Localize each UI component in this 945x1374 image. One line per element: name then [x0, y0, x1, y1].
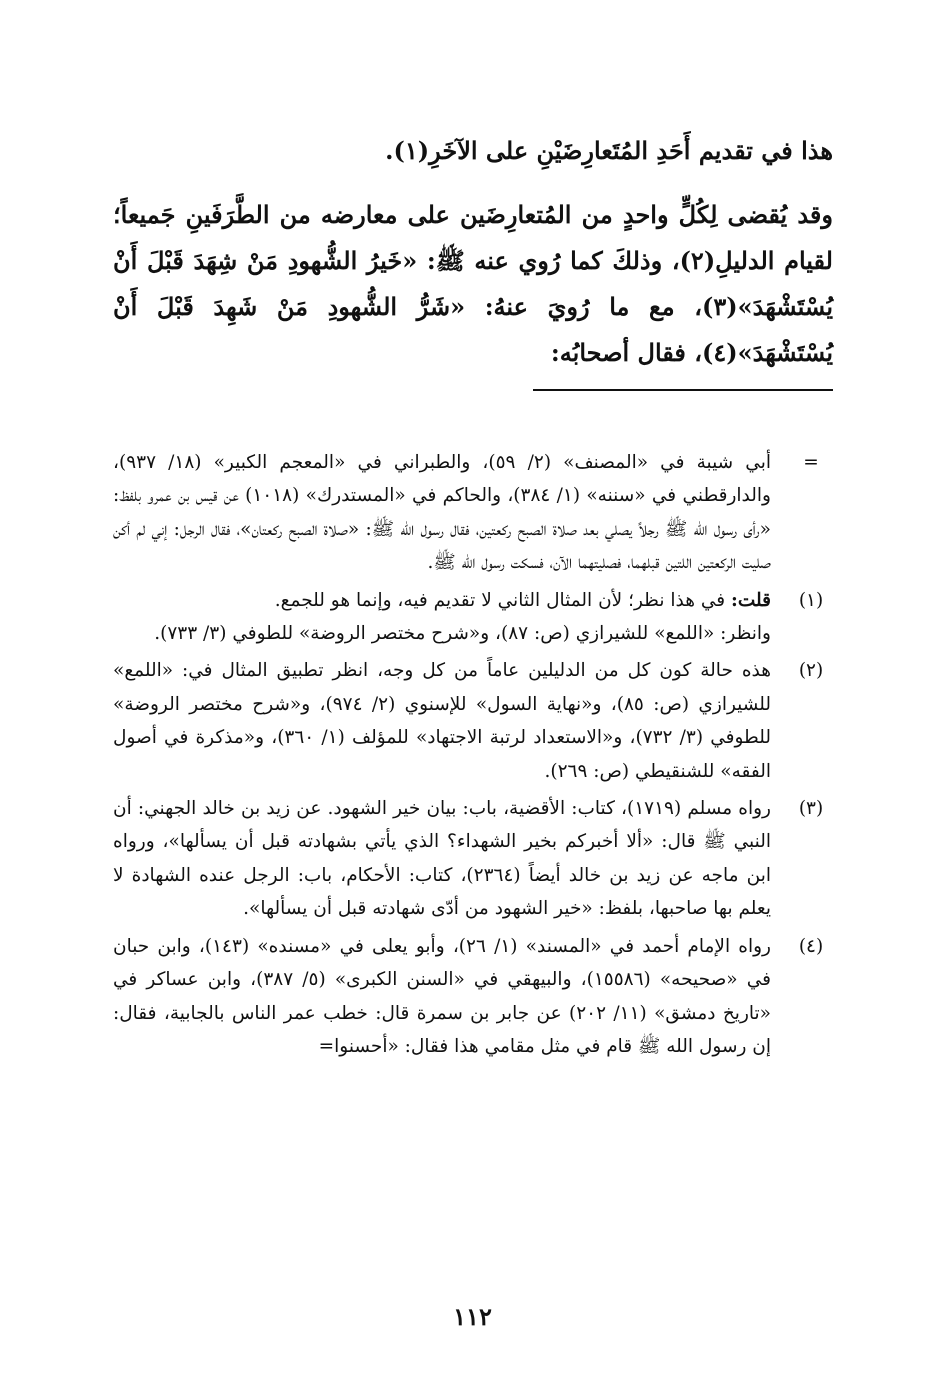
- footnote-continued: [113, 446, 833, 580]
- footnote-line: وانظر: «اللمع» للشيرازي (ص: ٨٧)، و«شرح مختصر الروضة» للطوفي (٣/ ٧٣٣).: [154, 623, 771, 645]
- footnote-marker: =: [803, 452, 819, 473]
- main-paragraph-2: وقد يُقضى لِكُلٍّ واحدٍ من المُتعارِضَين على معارضه من الطَّرَفَينِ جَميعاً؛ لقيام الدليلِ(٢)، وذلكَ كما رُوي عنه ﷺ: «خَيرُ الشُّهودِ مَنْ شِهَدَ قَبْلَ أَنْ يُسْتَشْهَدَ»(٣)، مع ما رُويَ عنهُ: «شَرُّ الشُّهودِ مَنْ شَهِدَ قَبْلَ أَنْ يُسْتَشْهَدَ»(٤)، فقال أصحابُه:: [113, 200, 833, 367]
- footnote-2: [113, 654, 833, 788]
- footnote-4: [113, 930, 833, 1064]
- footnote-text: هذه حالة كون كل من الدليلين عاماً من كل وجه، انظر تطبيق المثال في: «اللمع» للشيرازي (ص: ٨٥)، و«نهاية السول» للإسنوي (٢/ ٩٧٤)، و«شرح مختصر الروضة» للطوفي (٣/ ٧٣٢)، و«الاستعداد لرتبة الاجتهاد» للمؤلف (١/ ٣٦٠)، و«مذكرة في أصول الفقه» للشنقيطي (ص: ٢٦٩).: [113, 660, 772, 782]
- footnote-number: (٢): [798, 660, 824, 682]
- footnotes: [113, 446, 833, 1063]
- footnote-number: (٣): [798, 798, 824, 820]
- footnote-text: أبي شيبة في «المصنف» (٢/ ٥٩)، والطبراني في «المعجم الكبير» (١٨/ ٩٣٧)، والدارقطني في «سننه» (١/ ٣٨٤)، والحاكم في «المستدرك» (١٠١٨) عن قيس بن عمرو بلفظ: «رأى رسول الله ﷺ رجلاً يصلي بعد صلاة الصبح ركعتين، فقال رسول الله ﷺ: «صلاة الصبح ركعتان»، فقال الرجل: إني لم أكن صليت الركعتين اللتين قبلهما، فصليتهما الآن، فسكت رسول الله ﷺ.: [113, 452, 771, 574]
- main-paragraph-1: هذا في تقديم أَحَدِ المُتَعارِضَيْنِ على الآخَرِ(١).: [385, 136, 833, 165]
- footnote-number: (١): [798, 589, 824, 611]
- footnote-1: [113, 584, 833, 651]
- footnote-3: [113, 792, 833, 926]
- footnote-text: رواه مسلم (١٧١٩)، كتاب: الأقضية، باب: بيان خير الشهود. عن زيد بن خالد الجهني: أن النبي ﷺ قال: «ألا أخبركم بخير الشهداء؟ الذي يأتي بشهادته قبل أن يسألها»، ورواه ابن ماجه عن زيد بن خالد أيضاً (٢٣٦٤)، كتاب: الأحكام، باب: الرجل عنده الشهادة لا يعلم بها صاحبها، بلفظ: «خير الشهود من أدّى شهادته قبل أن يسألها».: [113, 798, 771, 920]
- main-text: [113, 128, 833, 376]
- footnote-separator: [533, 389, 833, 391]
- footnote-text: [113, 584, 771, 617]
- footnote-text: رواه الإمام أحمد في «المسند» (١/ ٢٦)، وأبو يعلى في «مسنده» (١٤٣)، وابن حبان في «صحيحه» (١٥٥٨٦)، والبيهقي في «السنن الكبرى» (٥/ ٣٨٧)، وابن عساكر في «تاريخ دمشق» (١١/ ٢٠٢) عن جابر بن سمرة قال: خطب عمر الناس بالجابية، فقال: إن رسول الله ﷺ قام في مثل مقامي هذا فقال: «أحسنوا=: [113, 935, 771, 1057]
- footnote-number: (٤): [798, 935, 824, 957]
- footnote-line: في هذا نظر؛ لأن المثال الثاني لا تقديم فيه، وإنما هو للجمع.: [274, 589, 726, 611]
- page-number: ١١٢: [453, 1302, 492, 1331]
- footnote-lead: قلت:: [731, 589, 771, 611]
